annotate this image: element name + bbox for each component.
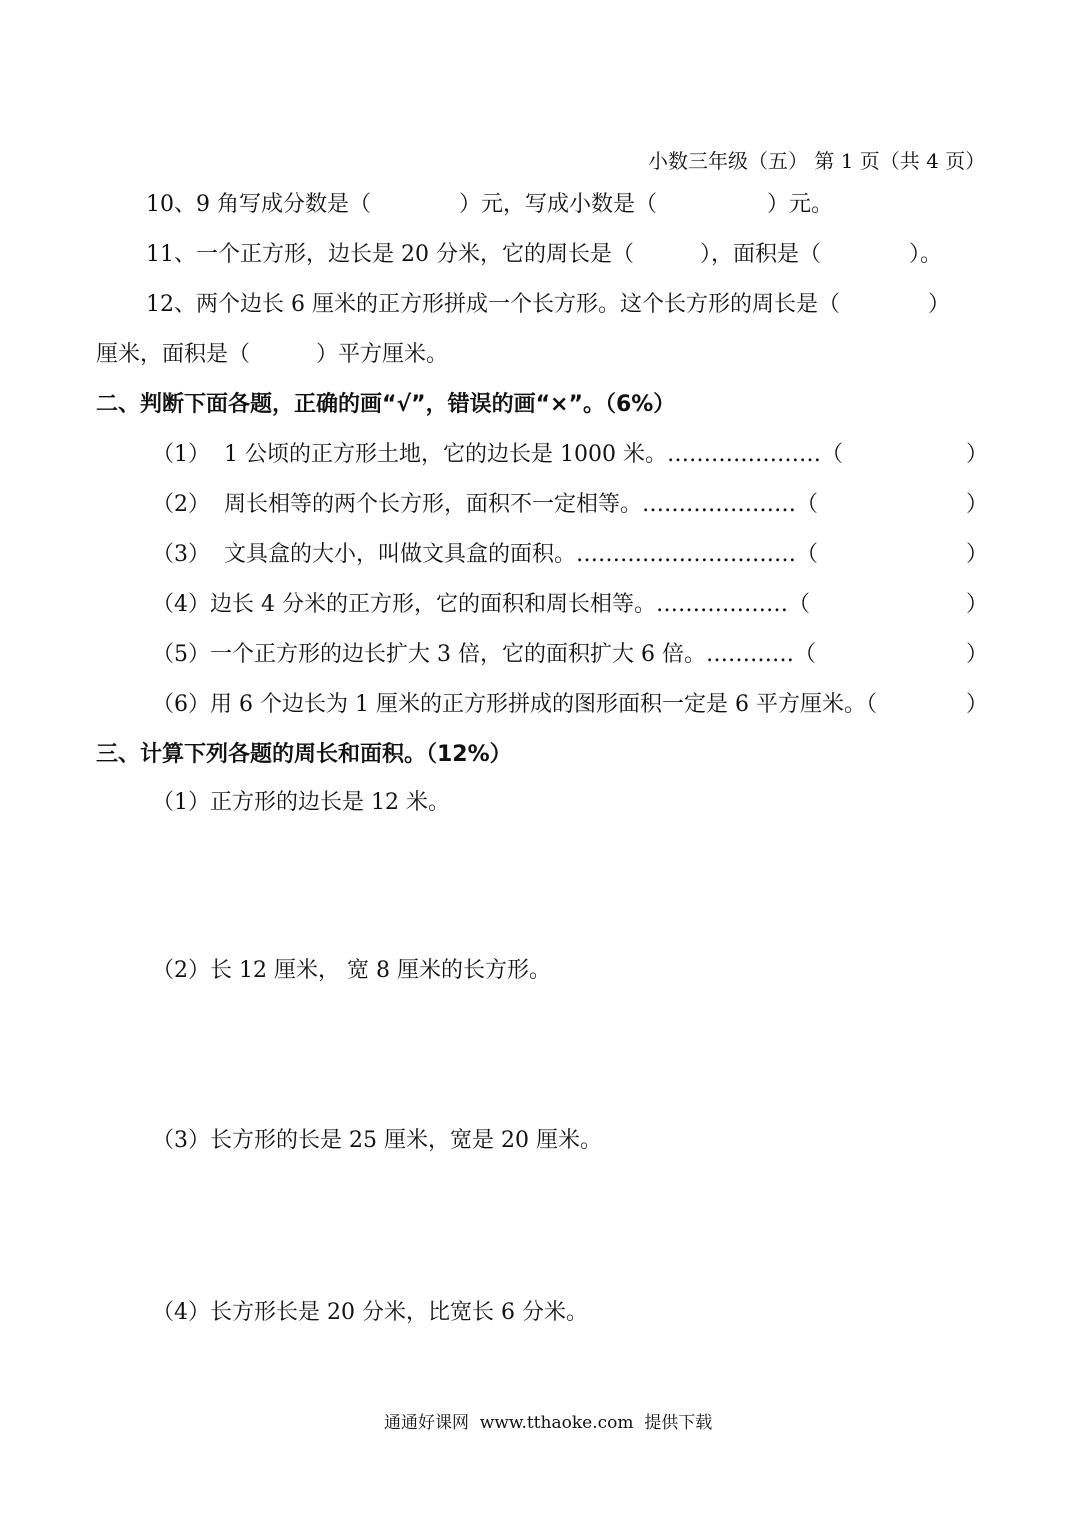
- question-10: 10、9 角写成分数是（ ）元，写成小数是（ ）元。: [146, 192, 833, 217]
- judge-item-2: （2） 周长相等的两个长方形，面积不一定相等。…………………（: [152, 492, 818, 517]
- judge-item-6-close: ）: [966, 692, 989, 717]
- judge-item-1-close: ）: [966, 442, 989, 467]
- judge-item-3-close: ）: [966, 542, 989, 567]
- calc-item-2: （2）长 12 厘米， 宽 8 厘米的长方形。: [152, 958, 551, 983]
- question-12: 12、两个边长 6 厘米的正方形拼成一个长方形。这个长方形的周长是（ ）: [146, 292, 950, 317]
- section-2-title: 二、判断下面各题，正确的画“√”，错误的画“×”。（6%）: [96, 392, 676, 417]
- judge-item-3: （3） 文具盒的大小，叫做文具盒的面积。…………………………（: [152, 542, 818, 567]
- calc-item-4: （4）长方形长是 20 分米，比宽长 6 分米。: [152, 1300, 588, 1325]
- question-12-continued: 厘米，面积是（ ）平方厘米。: [96, 342, 449, 367]
- judge-item-5-close: ）: [966, 642, 989, 667]
- judge-item-6: （6）用 6 个边长为 1 厘米的正方形拼成的图形面积一定是 6 平方厘米。（: [152, 692, 877, 717]
- judge-item-5: （5）一个正方形的边长扩大 3 倍，它的面积扩大 6 倍。…………（: [152, 642, 816, 667]
- judge-item-4-close: ）: [966, 592, 989, 617]
- judge-item-4: （4）边长 4 分米的正方形，它的面积和周长相等。………………（: [152, 592, 810, 617]
- page-footer: 通通好课网 www.tthaoke.com 提供下载: [384, 1413, 713, 1433]
- judge-item-2-close: ）: [966, 492, 989, 517]
- calc-item-1: （1）正方形的边长是 12 米。: [152, 790, 450, 815]
- question-11: 11、一个正方形，边长是 20 分米，它的周长是（ ），面积是（ ）。: [146, 242, 942, 267]
- judge-item-1: （1） 1 公顷的正方形土地，它的边长是 1000 米。…………………（: [152, 442, 843, 467]
- page-header: 小数三年级（五） 第 1 页（共 4 页）: [648, 149, 986, 173]
- section-3-title: 三、计算下列各题的周长和面积。（12%）: [96, 742, 512, 767]
- calc-item-3: （3）长方形的长是 25 厘米，宽是 20 厘米。: [152, 1128, 602, 1153]
